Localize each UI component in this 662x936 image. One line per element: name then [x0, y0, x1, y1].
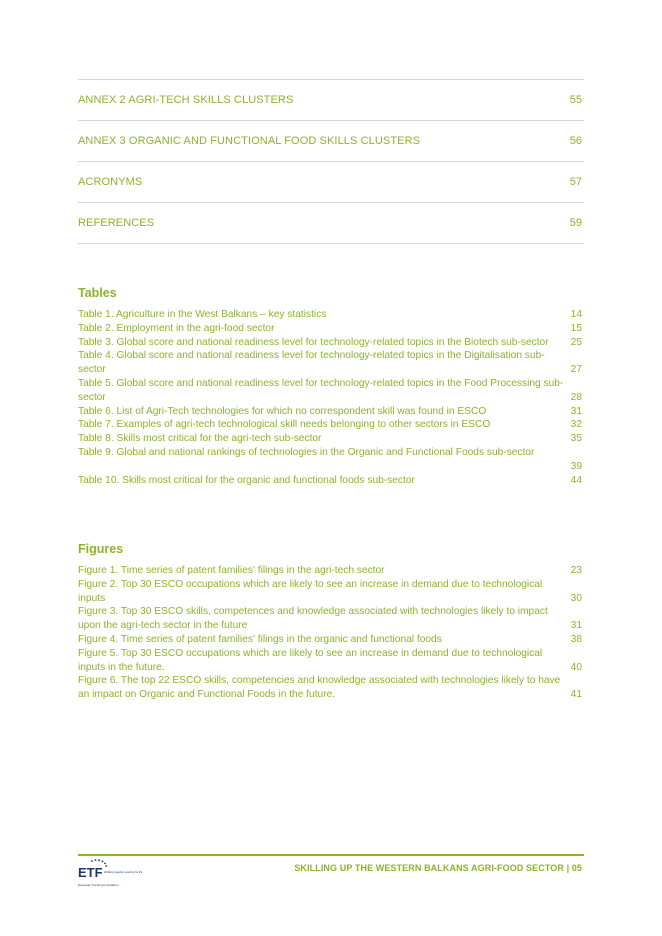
- entry-page-number: 31: [570, 405, 582, 417]
- list-item-table-9[interactable]: [78, 446, 584, 474]
- figures-list: [78, 564, 584, 702]
- list-item-table-5[interactable]: [78, 377, 584, 405]
- list-item-figure-3[interactable]: [78, 605, 584, 633]
- entry-page-number: 35: [570, 433, 582, 445]
- tables-list: [78, 308, 584, 487]
- list-item-table-6[interactable]: [78, 405, 584, 419]
- list-item-table-4[interactable]: [78, 349, 584, 377]
- entry-page-number: 25: [570, 336, 582, 348]
- entry-text: Table 10. Skills most critical for the organic and functional foods sub-sector: [78, 474, 415, 486]
- entry-page-number: 38: [570, 633, 582, 645]
- entry-text: Figure 1. Time series of patent families' filings in the agri-tech sector: [78, 565, 385, 576]
- toc-page-number: 56: [569, 135, 582, 147]
- etf-logo: [78, 858, 143, 890]
- toc-row-references[interactable]: [78, 202, 584, 244]
- entry-text: Table 2. Employment in the agri-food sector: [78, 322, 275, 334]
- entry-page-number: 15: [570, 322, 582, 334]
- entry-text: Table 4. Global score and national readiness level for technology-related topics in the Digitalisation sub-sector: [78, 350, 545, 376]
- entry-text: Figure 5. Top 30 ESCO occupations which are likely to see an increase in demand due to technological inputs in the future.: [78, 647, 543, 673]
- list-item-table-1[interactable]: [78, 308, 584, 322]
- toc-page-number: 57: [569, 176, 582, 188]
- toc-page-number: 59: [569, 217, 582, 229]
- entry-page-number: 32: [570, 419, 582, 431]
- entry-text: Figure 6. The top 22 ESCO skills, competencies and knowledge associated with technologies likely to have an impact on Organic and Functional Foods in the future.: [78, 675, 561, 701]
- list-item-figure-4[interactable]: [78, 633, 584, 647]
- toc-row-annex-2[interactable]: [78, 79, 584, 120]
- list-item-table-3[interactable]: [78, 336, 584, 350]
- entry-text: Figure 3. Top 30 ESCO skills, competences and knowledge associated with technologies likely to impact upon the agri-tech sector in the future: [78, 606, 548, 632]
- list-item-table-10[interactable]: [78, 474, 584, 488]
- entry-page-number: 23: [570, 565, 582, 576]
- entry-page-number: 14: [570, 309, 582, 320]
- entry-page-number: 27: [570, 364, 582, 376]
- entry-text: Figure 4. Time series of patent families' filings in the organic and functional foods: [78, 633, 442, 645]
- toc-row-annex-3[interactable]: [78, 120, 584, 161]
- entry-page-number: 30: [570, 592, 582, 604]
- figures-heading: Figures: [78, 542, 124, 556]
- tables-heading: Tables: [78, 286, 117, 300]
- list-item-figure-5[interactable]: [78, 647, 584, 675]
- entry-text: Table 1. Agriculture in the West Balkans – key statistics: [78, 309, 327, 320]
- toc-row-acronyms[interactable]: [78, 161, 584, 202]
- entry-text: Table 6. List of Agri-Tech technologies for which no correspondent skill was found in ESCO: [78, 405, 487, 417]
- list-item-figure-1[interactable]: [78, 564, 584, 578]
- etf-logo-icon: [78, 858, 143, 890]
- entry-page-number: 44: [570, 474, 582, 486]
- entry-text: Table 9. Global and national rankings of technologies in the Organic and Functional Foods sub-sector: [78, 446, 535, 458]
- list-item-table-7[interactable]: [78, 418, 584, 432]
- toc-page-number: 55: [569, 94, 582, 106]
- annex-toc: [78, 79, 584, 244]
- logo-caption: European Training Foundation: [78, 883, 119, 887]
- toc-title: REFERENCES: [78, 217, 155, 229]
- entry-text: Table 7. Examples of agri-tech technological skill needs belonging to other sectors in ESCO: [78, 419, 491, 431]
- entry-page-number: 39: [570, 460, 582, 472]
- entry-text: Table 5. Global score and national readiness level for technology-related topics in the Food Processing sub-sector: [78, 377, 564, 403]
- footer-rule: [78, 854, 584, 856]
- entry-page-number: 31: [570, 620, 582, 632]
- entry-page-number: 28: [570, 391, 582, 403]
- entry-text: Figure 2. Top 30 ESCO occupations which are likely to see an increase in demand due to technological inputs: [78, 578, 543, 604]
- list-item-figure-2[interactable]: [78, 578, 584, 606]
- toc-title: ANNEX 2 AGRI-TECH SKILLS CLUSTERS: [78, 94, 294, 106]
- logo-wordmark: ETF: [78, 865, 103, 880]
- entry-text: Table 8. Skills most critical for the agri-tech sub-sector: [78, 433, 322, 445]
- entry-page-number: 41: [570, 689, 582, 701]
- footer-running-title: SKILLING UP THE WESTERN BALKANS AGRI-FOOD SECTOR | 05: [294, 863, 582, 873]
- list-item-figure-6[interactable]: [78, 674, 584, 702]
- toc-title: ACRONYMS: [78, 176, 143, 188]
- entry-page-number: 40: [570, 661, 582, 673]
- toc-title: ANNEX 3 ORGANIC AND FUNCTIONAL FOOD SKILLS CLUSTERS: [78, 135, 421, 147]
- list-item-table-8[interactable]: [78, 432, 584, 446]
- list-item-table-2[interactable]: [78, 322, 584, 336]
- logo-tagline: Working together Learning for life: [104, 871, 143, 874]
- entry-text: Table 3. Global score and national readiness level for technology-related topics in the Biotech sub-sector: [78, 336, 549, 348]
